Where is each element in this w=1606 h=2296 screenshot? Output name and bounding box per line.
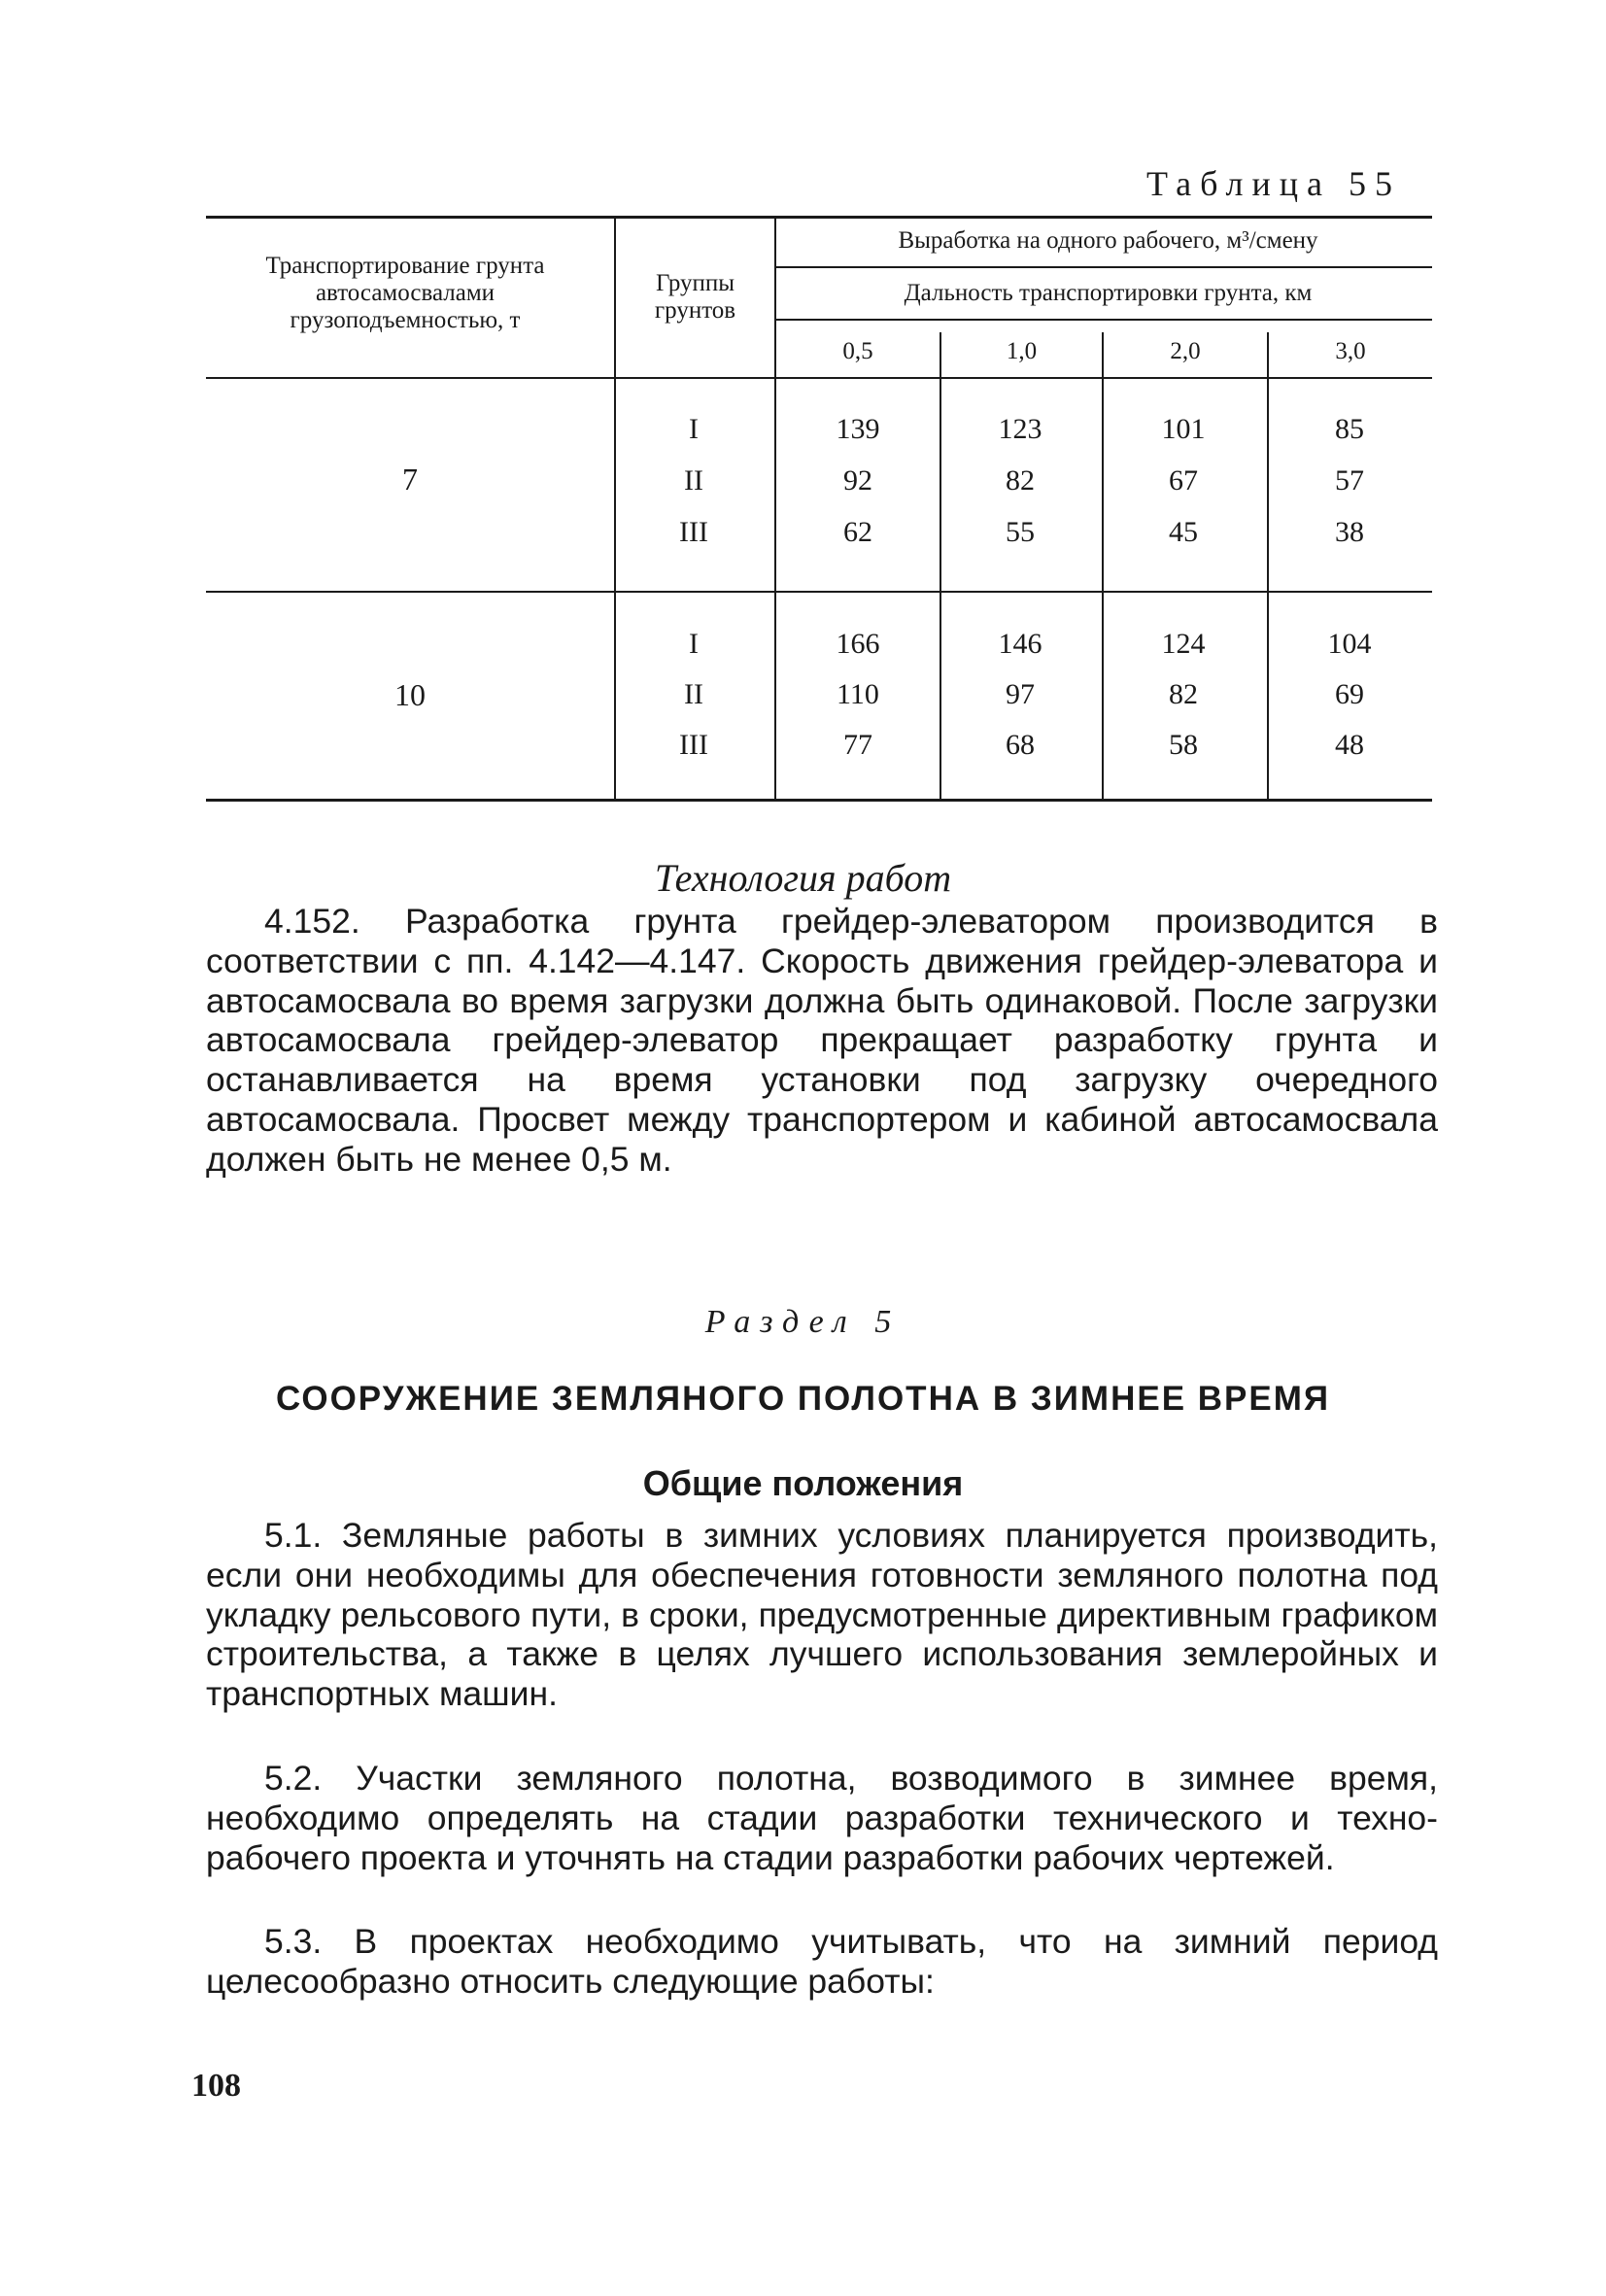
section-title: СООРУЖЕНИЕ ЗЕМЛЯНОГО ПОЛОТНА В ЗИМНЕЕ ВРЕМЯ [275, 1380, 1331, 1418]
soil-group: II [684, 678, 703, 710]
header-groups-line-1: Группы [655, 270, 735, 296]
header-groups-line-2: грунтов [654, 297, 736, 324]
header-groups [616, 270, 774, 325]
col-divider-5 [1267, 332, 1269, 799]
paragraph-5-2 [206, 1759, 1438, 1877]
block-separator-rule [206, 591, 1432, 593]
soil-group: I [689, 413, 699, 445]
paragraph-5-3-text: 5.3. В проектах необходимо учитывать, что на зимний период целесообразно относить следующие работы: [206, 1922, 1438, 2001]
header-output: Выработка на одного рабочего, м³/смену [898, 227, 1318, 254]
table-cell: 69 [1335, 678, 1364, 710]
table-cell: 82 [1006, 464, 1035, 497]
table-cell: 45 [1169, 516, 1198, 548]
soil-group: I [689, 628, 699, 660]
output-under-rule [774, 266, 1432, 268]
table-cell: 101 [1161, 413, 1206, 445]
distance-1-0: 1,0 [1006, 338, 1038, 364]
paragraph-5-2-text: 5.2. Участки земляного полотна, возводимого в зимнее время, необходимо определять на стадии разработки технического и техно-рабочего проекта и уточнять на стадии разработки рабочих чертежей. [206, 1759, 1438, 1877]
col-divider-3 [940, 332, 941, 799]
table-cell: 97 [1006, 678, 1035, 710]
header-transport-line-1: Транспортирование грунта [265, 253, 545, 279]
distance-3-0: 3,0 [1335, 338, 1366, 364]
table-cell: 68 [1006, 729, 1035, 761]
header-transport-line-2: автосамосвалами [315, 280, 495, 306]
table-cell: 146 [998, 628, 1042, 660]
table-cell: 82 [1169, 678, 1198, 710]
section-label: Раздел 5 [704, 1304, 902, 1340]
table-cell: 110 [837, 678, 879, 710]
header-transport [206, 253, 604, 334]
table-cell: 123 [998, 413, 1042, 445]
header-distance: Дальность транспортировки грунта, км [904, 280, 1313, 306]
table-cell: 124 [1161, 628, 1206, 660]
table-bottom-rule [206, 799, 1432, 802]
table-cell: 92 [843, 464, 872, 497]
table-cell: 85 [1335, 413, 1364, 445]
paragraph-5-1-text: 5.1. Земляные работы в зимних условиях планируется производить, если они необходимы для обеспечения готовности земляного полотна под укладку рельсового пути, в сроки, предусмотренные директивным графиком строительства, а также в целях лучшего использования землеройных и транспортных машин. [206, 1516, 1438, 1714]
col-divider-4 [1102, 332, 1104, 799]
table-cell: 139 [836, 413, 880, 445]
header-bottom-rule [206, 377, 1432, 379]
table-cell: 67 [1169, 464, 1198, 497]
table-cell: 77 [843, 729, 872, 761]
col-divider-2 [774, 218, 776, 799]
table-cell: 55 [1006, 516, 1035, 548]
table-cell: 62 [843, 516, 872, 548]
distance-2-0: 2,0 [1170, 338, 1201, 364]
distance-0-5: 0,5 [842, 338, 873, 364]
technology-heading: Технология работ [654, 856, 952, 900]
table-cell: 166 [836, 628, 880, 660]
soil-group: II [684, 464, 703, 497]
header-transport-line-3: грузоподъемностью, т [290, 307, 521, 333]
paragraph-5-1 [206, 1516, 1438, 1714]
soil-group: III [679, 729, 708, 761]
page-number: 108 [191, 2068, 241, 2104]
table-caption: Таблица 55 [1146, 164, 1401, 203]
table-cell: 58 [1169, 729, 1198, 761]
table-cell: 38 [1335, 516, 1364, 548]
output-table [206, 214, 1432, 806]
distance-under-rule [774, 319, 1432, 321]
general-provisions-heading: Общие положения [642, 1463, 964, 1503]
table-cell: 48 [1335, 729, 1364, 761]
table-top-rule [206, 216, 1432, 219]
paragraph-4-152 [206, 902, 1438, 1180]
paragraph-4-152-text: 4.152. Разработка грунта грейдер-элеватором производится в соответствии с пп. 4.142—4.147. Скорость движения грейдер-элеватора и автосамосвала во время загрузки должна быть одинаковой. После загрузки автосамосвала грейдер-элеватор прекращает разработку грунта и останавливается на время установки под загрузку очередного автосамосвала. Просвет между транспортером и кабиной автосамосвала должен быть не менее 0,5 м. [206, 902, 1438, 1179]
table-cell: 104 [1327, 628, 1372, 660]
load-capacity: 7 [402, 462, 418, 497]
table-cell: 57 [1335, 464, 1364, 497]
soil-group: III [679, 516, 708, 548]
load-capacity: 10 [394, 677, 426, 712]
paragraph-5-3 [206, 1922, 1438, 2002]
